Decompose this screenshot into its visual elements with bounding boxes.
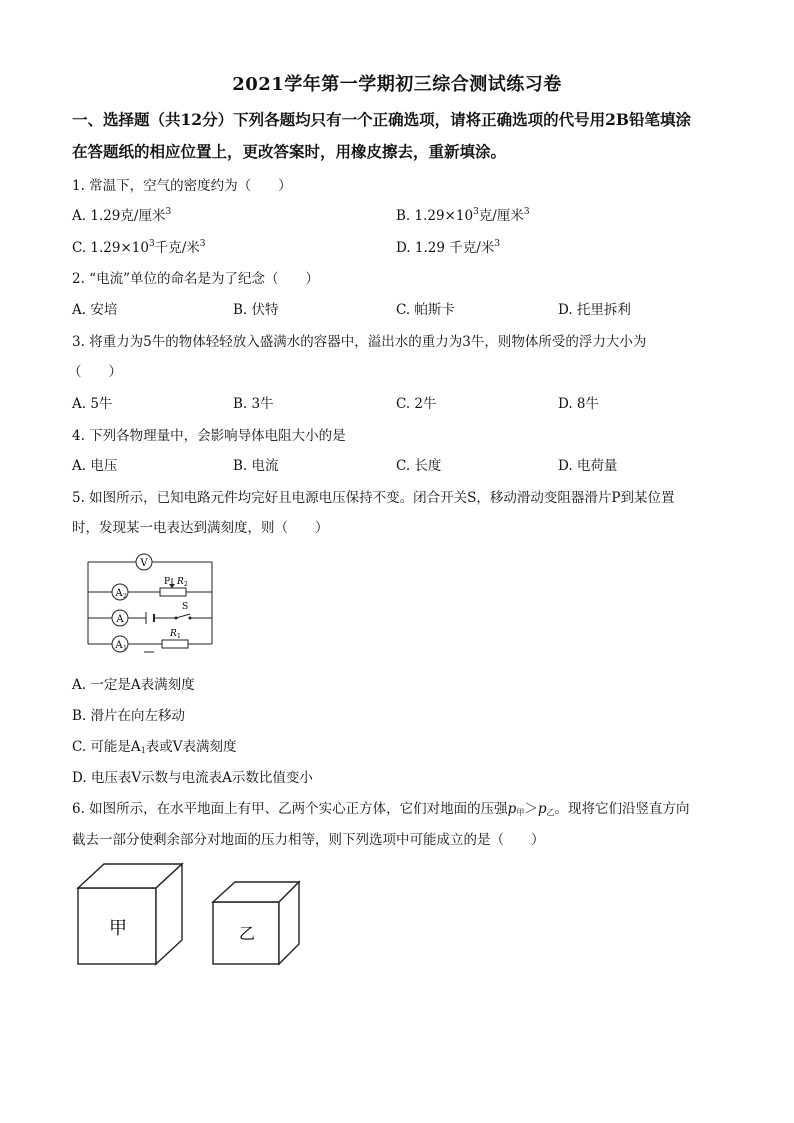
r1-sub: 1 — [177, 633, 181, 640]
ammeter-a1 — [112, 636, 128, 652]
question-2-option-d: D. 托里拆利 — [558, 302, 631, 318]
question-6-stem-line1: 6. 如图所示，在水平地面上有甲、乙两个实心正方体，它们对地面的压强$p_甲>p_乙$。现将它们沿竖直方向 — [72, 801, 690, 817]
battery-icon — [146, 612, 154, 624]
question-4-option-a: A. 电压 — [72, 458, 118, 474]
question-4-option-b: B. 电流 — [233, 458, 279, 474]
ammeter-a — [112, 610, 128, 626]
ammeter-a2-label: A — [115, 588, 123, 599]
question-4-stem: 4. 下列各物理量中，会影响导体电阻大小的是 — [72, 428, 346, 444]
question-2-option-b: B. 伏特 — [233, 302, 279, 318]
question-1-option-b: B. $1.29\times 10^3$克/厘米$^3$ — [396, 207, 530, 224]
page-title: 2021学年第一学期初三综合测试练习卷 — [232, 74, 562, 95]
section-instructions-line1: 一、选择题（共12分）下列各题均只有一个正确选项，请将正确选项的代号用2B铅笔填涂 — [72, 110, 691, 129]
cube-jia-label: 甲 — [109, 918, 127, 939]
cube-jia — [76, 862, 186, 966]
ammeter-a1-label: A — [115, 640, 123, 651]
r2-label: R — [177, 577, 184, 587]
ammeter-a2-sub: 2 — [123, 593, 127, 600]
question-3-option-b: B. 3牛 — [233, 396, 274, 412]
question-1-option-a: A. 1.29克/厘米$^3$ — [72, 207, 172, 224]
question-1-stem: 1. 常温下，空气的密度约为（ ） — [72, 178, 292, 194]
voltmeter-v — [136, 554, 152, 570]
switch-s-label: S — [182, 602, 189, 612]
question-5-option-d: D. 电压表V示数与电流表A示数比值变小 — [72, 770, 313, 786]
question-2-stem: 2. “电流”单位的命名是为了纪念（ ） — [72, 271, 319, 287]
question-2-option-c: C. 帕斯卡 — [396, 302, 455, 318]
question-4-option-c: C. 长度 — [396, 458, 442, 474]
circuit-diagram — [80, 548, 220, 658]
question-5-stem-line1: 5. 如图所示，已知电路元件均完好且电源电压保持不变。闭合开关S，移动滑动变阻器滑片P到某位置 — [72, 490, 675, 506]
r2-sub: 2 — [184, 581, 188, 588]
rheostat-r2 — [160, 577, 188, 596]
question-5-stem-line2: 时，发现某一电表达到满刻度，则（ ） — [72, 520, 329, 536]
ammeter-a-label: A — [116, 614, 124, 625]
question-2-option-a: A. 安培 — [72, 302, 118, 318]
question-1-option-d: D. 1.29 千克/米$^3$ — [396, 239, 501, 256]
section-instructions-line2: 在答题纸的相应位置上，更改答案时，用橡皮擦去，重新填涂。 — [72, 142, 507, 161]
voltmeter-v-label: V — [140, 558, 148, 569]
question-5-option-c: C. 可能是$A_1$表或V表满刻度 — [72, 739, 237, 755]
question-1-option-c: C. $1.29\times 10^3$千克/米$^3$ — [72, 239, 206, 256]
question-5-option-b: B. 滑片在向左移动 — [72, 708, 186, 724]
question-3-stem-line1: 3. 将重力为5牛的物体轻轻放入盛满水的容器中，溢出水的重力为3牛，则物体所受的浮力大小为 — [72, 334, 647, 350]
question-3-option-c: C. 2牛 — [396, 396, 437, 412]
question-3-stem-line2: （ ） — [68, 364, 122, 380]
ammeter-a2 — [112, 584, 128, 600]
question-3-option-d: D. 8牛 — [558, 396, 600, 412]
switch-s — [175, 602, 192, 620]
question-5-option-a: A. 一定是A表满刻度 — [72, 677, 195, 693]
question-4-option-d: D. 电荷量 — [558, 458, 618, 474]
slider-p-label: P — [164, 577, 171, 587]
ammeter-a1-sub: 1 — [123, 645, 127, 652]
question-6-stem-line2: 截去一部分使剩余部分对地面的压力相等，则下列选项中可能成立的是（ ） — [72, 832, 545, 848]
cube-yi-label: 乙 — [238, 924, 256, 943]
resistor-r1 — [162, 629, 188, 648]
r1-label: R — [170, 629, 177, 639]
cube-yi — [211, 880, 303, 966]
question-3-option-a: A. 5牛 — [72, 396, 113, 412]
